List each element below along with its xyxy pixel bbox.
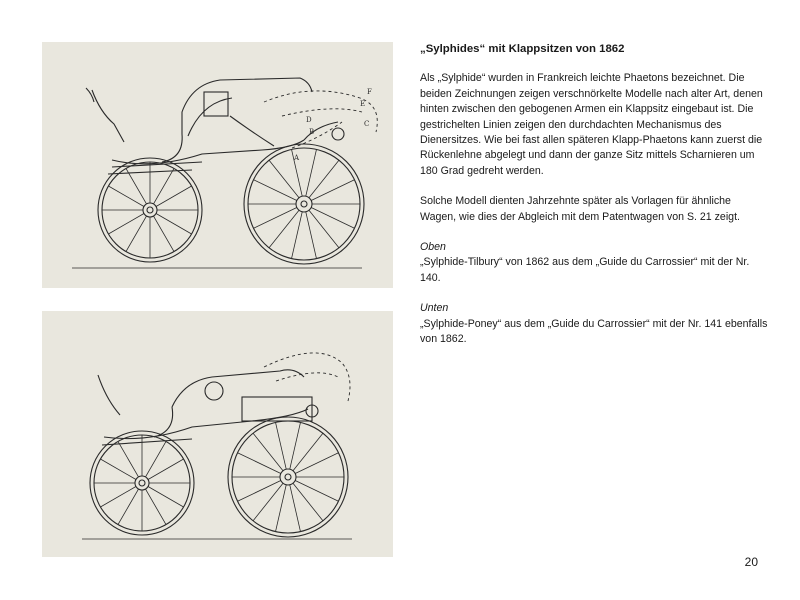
wheel-spoke (311, 180, 354, 201)
body-paragraph-2: Solche Modell dienten Jahrzehnte später als Vorlagen für ähnliche Wagen, wie dies der Abgleich mit dem Patentwagen von S. 21 zeigt. (420, 195, 740, 223)
wheel-spoke (295, 480, 338, 501)
text-column (420, 42, 768, 363)
wheel-spoke (292, 212, 303, 259)
caption-bottom-label: Unten (420, 302, 449, 315)
wheel-spoke (100, 459, 136, 480)
wheel-spoke (253, 433, 283, 471)
wheel-spoke (254, 207, 297, 228)
wheel-spoke (156, 186, 192, 207)
wheel-spoke (276, 485, 287, 532)
wheel-spoke (146, 441, 167, 477)
wheel-spoke (269, 160, 299, 198)
wheel-spoke (290, 422, 301, 469)
wheel-spoke (154, 168, 175, 204)
wheel-spoke (306, 212, 317, 259)
figure-letter-a: A (294, 154, 300, 162)
wheel-spoke (126, 216, 147, 252)
wheel-spoke (146, 489, 167, 525)
wheel-spoke (238, 480, 281, 501)
wheel-spoke (126, 168, 147, 204)
figure-letter-f: F (367, 88, 372, 96)
sylphide-tilbury-drawing (42, 42, 393, 288)
figure-letter-e: E (360, 100, 366, 108)
wheel-spoke (154, 216, 175, 252)
sylphide-poney-drawing (42, 311, 393, 557)
wheel-spoke (118, 489, 139, 525)
wheel-spoke (108, 186, 144, 207)
figure-letter-d: D (306, 116, 312, 124)
wheel-spoke (293, 483, 323, 521)
wheel-spoke (148, 487, 184, 508)
caption-bottom (420, 301, 768, 347)
wheel-spoke (311, 207, 354, 228)
wheel-spoke (156, 214, 192, 235)
wheel-spoke (148, 459, 184, 480)
engraving-sylphide-poney (42, 311, 393, 557)
wheel-spoke (309, 210, 339, 248)
wheel-spoke (293, 433, 323, 471)
figure-letter-b: B (309, 128, 315, 136)
caption-top-text: „Sylphide-Tilbury“ von 1862 aus dem „Guide du Carrossier“ mit der Nr. 140. (420, 256, 750, 284)
wheel-spoke (276, 422, 287, 469)
figure-letter-c: C (364, 120, 370, 128)
section-heading: „Sylphides“ mit Klappsitzen von 1862 (420, 43, 625, 55)
caption-bottom-text: „Sylphide-Poney“ aus dem „Guide du Carrossier“ mit der Nr. 141 ebenfalls von 1862. (420, 317, 768, 346)
wheel-spoke (290, 485, 301, 532)
engraving-sylphide-tilbury (42, 42, 393, 288)
wheel-spoke (309, 160, 339, 198)
wheel-spoke (253, 483, 283, 521)
caption-top (420, 240, 768, 286)
wheel-spoke (306, 149, 317, 196)
body-paragraph-1: Als „Sylphide“ wurden in Frankreich leichte Phaetons bezeichnet. Die beiden Zeichnungen zeigen verschnörkelte Modelle nach alter Art, denen hinten zwischen den gebogenen Armen ein Klappsitz eingebaut ist. Die gestrichelten Linien zeigen den durchdachten Mechanismus des Dienersitzes. Wie bei fast allen späteren Klapp-Phaetons kann zuerst die Rückenlehne abgelegt und dann der ganze Sitz mittels Scharnieren um 180 Grad gedreht werden. (420, 72, 763, 177)
wheel-spoke (100, 487, 136, 508)
wheel-spoke (269, 210, 299, 248)
wheel-spoke (254, 180, 297, 201)
wheel-spoke (118, 441, 139, 477)
caption-top-label: Oben (420, 241, 446, 254)
wheel-spoke (238, 453, 281, 474)
wheel-spoke (108, 214, 144, 235)
page-number: 20 (744, 555, 758, 569)
wheel-spoke (295, 453, 338, 474)
